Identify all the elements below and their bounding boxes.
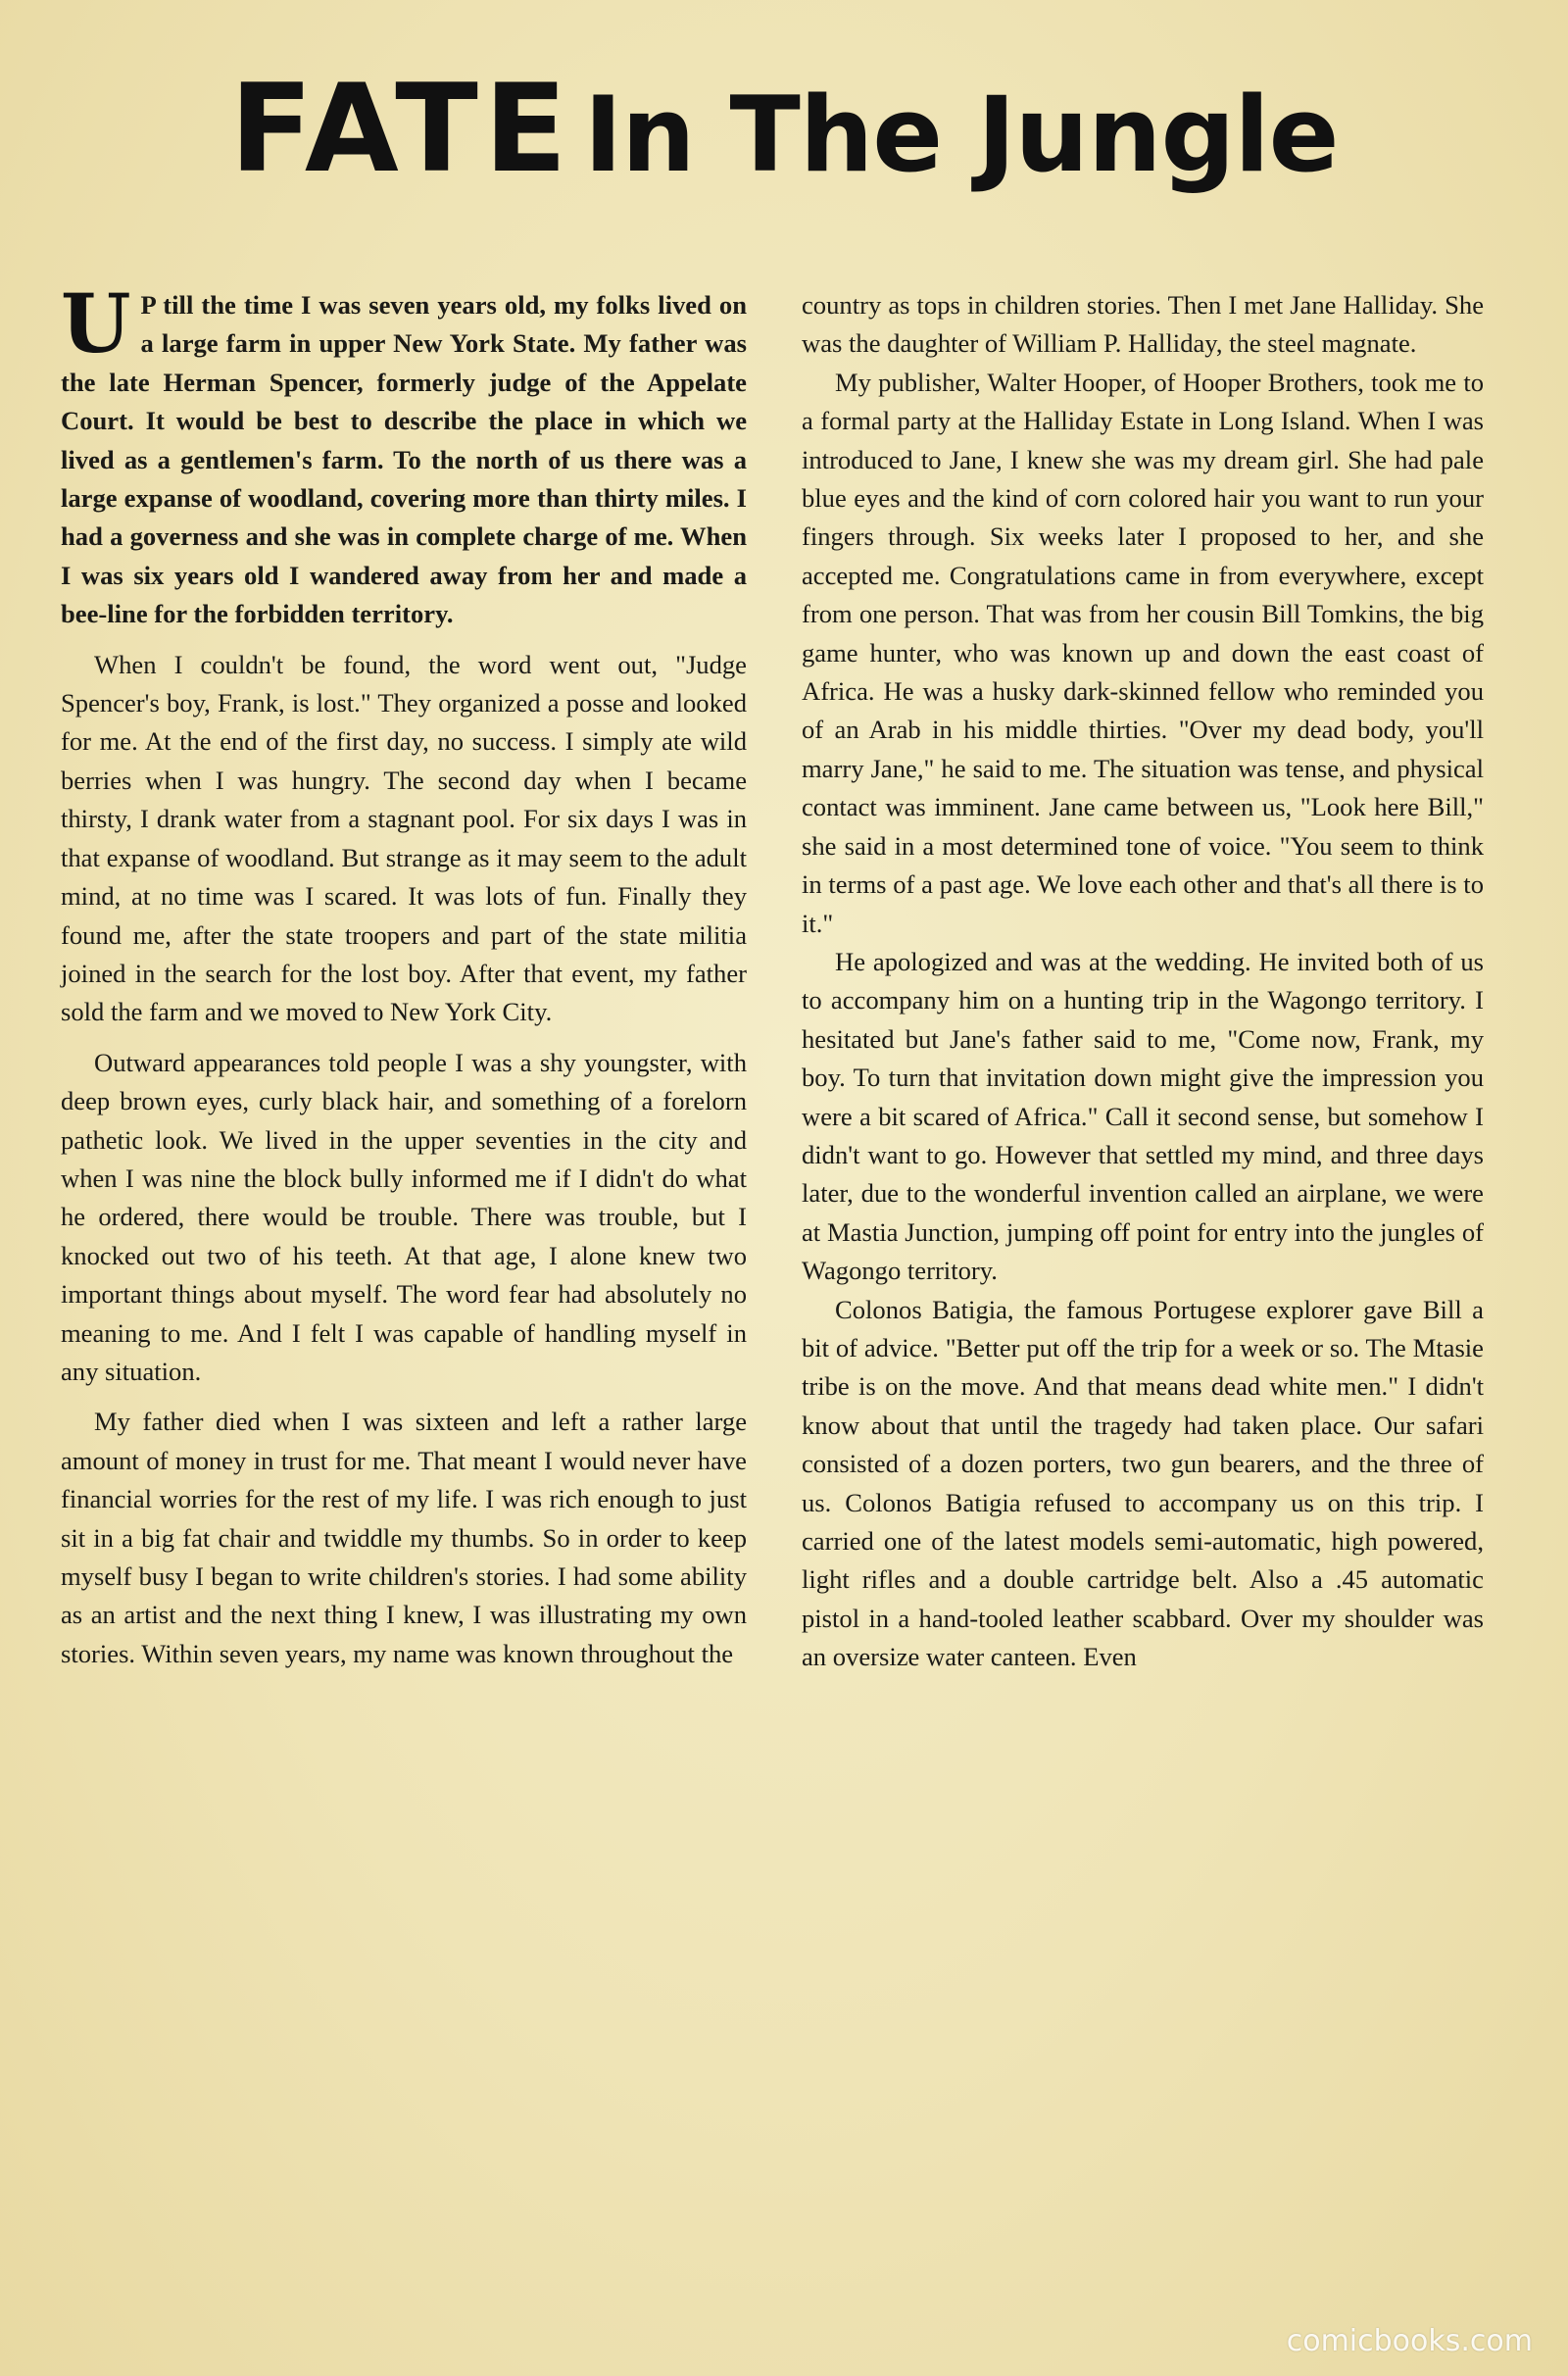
story-paragraph: Colonos Batigia, the famous Portugese explorer gave Bill a bit of advice. "Better put off the trip for a week or so. The Mtasie tribe is on the move. And that means dead white men." I didn't know about that until the tragedy had taken place. Our safari consisted of a dozen porters, two gun bearers, and the three of us. Colonos Batigia refused to accompany us on this trip. I carried one of the latest models semi-automatic, high powered, light rifles and a double cartridge belt. Also a .45 automatic pistol in a hand-tooled leather scabbard. Over my shoulder was an oversize water canteen. Even bbox=[802, 1294, 1484, 1672]
story-column-right bbox=[802, 286, 1484, 1677]
story-paragraph bbox=[61, 277, 747, 634]
story-column-left bbox=[61, 277, 747, 1685]
story-paragraph: country as tops in children stories. Then I met Jane Halliday. She was the daughter of William P. Halliday, the steel magnate. bbox=[802, 290, 1484, 359]
story-paragraph: He apologized and was at the wedding. He invited both of us to accompany him on a hunting trip in the Wagongo territory. I hesitated but Jane's father said to me, "Come now, Frank, my boy. To turn that invitation down might give the impression you were a bit scared of Africa." Call it second sense, but somehow I didn't want to go. However that settled my mind, and three days later, due to the wonderful invention called an airplane, we were at Mastia Junction, jumping off point for entry into the jungles of Wagongo territory. bbox=[802, 946, 1484, 1286]
story-paragraph: Outward appearances told people I was a shy youngster, with deep brown eyes, curly black hair, and something of a forelorn pathetic look. We lived in the upper seventies in the city and when I was nine the block bully informed me if I didn't do what he ordered, there would be trouble. There was trouble, but I knocked out two of his teeth. At that age, I alone knew two important things about myself. The word fear had absolutely no meaning to me. And I felt I was capable of handling myself in any situation. bbox=[61, 1047, 747, 1386]
story-paragraph: When I couldn't be found, the word went out, "Judge Spencer's boy, Frank, is lost." They organized a posse and looked for me. At the end of the first day, no success. I simply ate wild berries when I was hungry. The second day when I became thirsty, I drank water from a stagnant pool. For six days I was in that expanse of woodland. But strange as it may seem to the adult mind, at no time was I scared. It was lots of fun. Finally they found me, after the state troopers and part of the state militia joined in the search for the lost boy. After that event, my father sold the farm and we moved to New York City. bbox=[61, 649, 747, 1027]
watermark: comicbooks.com bbox=[1286, 2324, 1533, 2358]
page-title bbox=[0, 59, 1568, 200]
paragraph-text: P till the time I was seven years old, my folks lived on a large farm in upper New York State. My father was the late Herman Spencer, formerly judge of the Appelate Court. It would be best to describe the place in which we lived as a gentlemen's farm. To the north of us there was a large expanse of woodland, covering more than thirty miles. I had a governess and she was in complete charge of me. When I was six years old I wandered away from her and made a bee-line for the forbidden territory. bbox=[61, 290, 747, 629]
story-paragraph: My publisher, Walter Hooper, of Hooper Brothers, took me to a formal party at the Halliday Estate in Long Island. When I was introduced to Jane, I knew she was my dream girl. She had pale blue eyes and the kind of corn colored hair you want to run your fingers through. Six weeks later I proposed to her, and she accepted me. Congratulations came in from everywhere, except from one person. That was from her cousin Bill Tomkins, the big game hunter, who was known up and down the east coast of Africa. He was a husky dark-skinned fellow who reminded you of an Arab in his middle thirties. "Over my dead body, you'll marry Jane," he said to me. The situation was tense, and physical contact was imminent. Jane came between us, "Look here Bill," she said in a most determined tone of voice. "You seem to think in terms of a past age. We love each other and that's all there is to it." bbox=[802, 367, 1484, 938]
drop-cap: U bbox=[61, 277, 131, 371]
title-word-in-the-jungle: In The Jungle bbox=[583, 74, 1339, 195]
title-word-fate: FATE bbox=[229, 59, 573, 200]
story-paragraph: My father died when I was sixteen and left a rather large amount of money in trust for me. That meant I would never have financial worries for the rest of my life. I was rich enough to just sit in a big fat chair and twiddle my thumbs. So in order to keep myself busy I began to write children's stories. I had some ability as an artist and the next thing I knew, I was illustrating my own stories. Within seven years, my name was known throughout the bbox=[61, 1407, 747, 1668]
